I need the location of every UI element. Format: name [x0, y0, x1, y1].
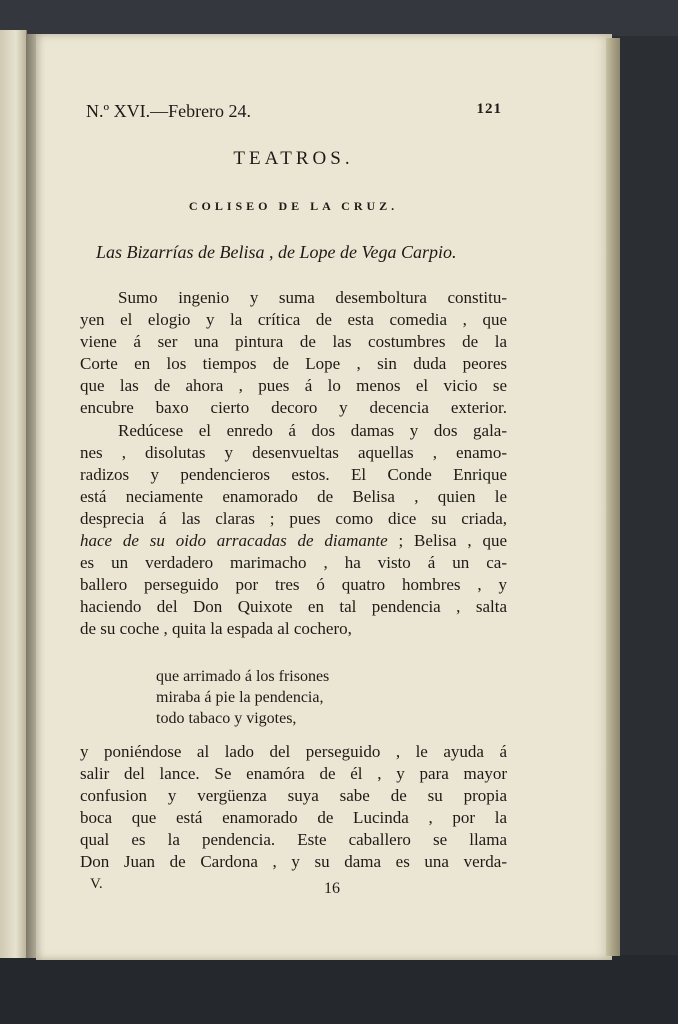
play-title: Las Bizarrías de Belisa , de Lope de Vega Carpio. [96, 242, 457, 262]
page-number: 121 [476, 101, 502, 117]
text-line: es un verdadero marimacho , ha visto á un ca- [80, 553, 507, 572]
text-line: está neciamente enamorado de Belisa , quien le [80, 487, 507, 506]
dark-background-bottom [0, 955, 678, 1024]
text-line: nes , disolutas y desenvueltas aquellas , enamo- [80, 443, 507, 462]
text-line: Sumo ingenio y suma desemboltura constitu- [118, 288, 507, 307]
text-line: y poniéndose al lado del perseguido , le ayuda á [80, 742, 507, 761]
issue-date: N.º XVI.—Febrero 24. [86, 101, 252, 121]
signature-mark: V. [90, 876, 103, 892]
text-line-mixed [80, 531, 507, 551]
verse-line: todo tabaco y vigotes, [156, 710, 297, 727]
text-line: yen el elogio y la crítica de esta comedia , que [80, 310, 507, 329]
verse-line: miraba á pie la pendencia, [156, 689, 324, 706]
running-head [86, 101, 502, 123]
verse-line: que arrimado á los frisones [156, 668, 330, 685]
text-line: salir del lance. Se enamóra de él , y para mayor [80, 764, 507, 783]
text-line: radizos y pendencieros estos. El Conde Enrique [80, 465, 507, 484]
italic-quote: hace de su oido arracadas de diamante [80, 531, 388, 550]
text-line: viene á ser una pintura de las costumbres de la [80, 332, 507, 351]
section-heading: TEATROS. [233, 148, 354, 169]
text-line: confusion y vergüenza suya sabe de su propia [80, 786, 507, 805]
text-line: haciendo del Don Quixote en tal pendencia , salta [80, 597, 507, 616]
dark-background-top [0, 0, 678, 36]
text-line: ballero perseguido por tres ó quatro hombres , y [80, 575, 507, 594]
page-fore-edge [606, 38, 620, 956]
left-page-edge [0, 30, 27, 958]
text-fragment: ; Belisa , que [387, 531, 508, 550]
text-line: qual es la pendencia. Este caballero se llama [80, 830, 507, 849]
theatre-subheading: COLISEO DE LA CRUZ. [188, 199, 399, 213]
text-line: Corte en los tiempos de Lope , sin duda peores [80, 354, 507, 373]
text-line: Redúcese el enredo á dos damas y dos gala- [118, 421, 507, 440]
text-line: Don Juan de Cardona , y su dama es una verda- [80, 852, 507, 871]
text-line: desprecia á las claras ; pues como dice su criada, [80, 509, 507, 528]
text-line: encubre baxo cierto decoro y decencia exterior. [80, 398, 507, 417]
gathering-number: 16 [324, 880, 340, 897]
text-line: que las de ahora , pues á lo menos el vicio se [80, 376, 507, 395]
text-line: de su coche , quita la espada al cochero, [80, 619, 352, 638]
text-line: boca que está enamorado de Lucinda , por la [80, 808, 507, 827]
